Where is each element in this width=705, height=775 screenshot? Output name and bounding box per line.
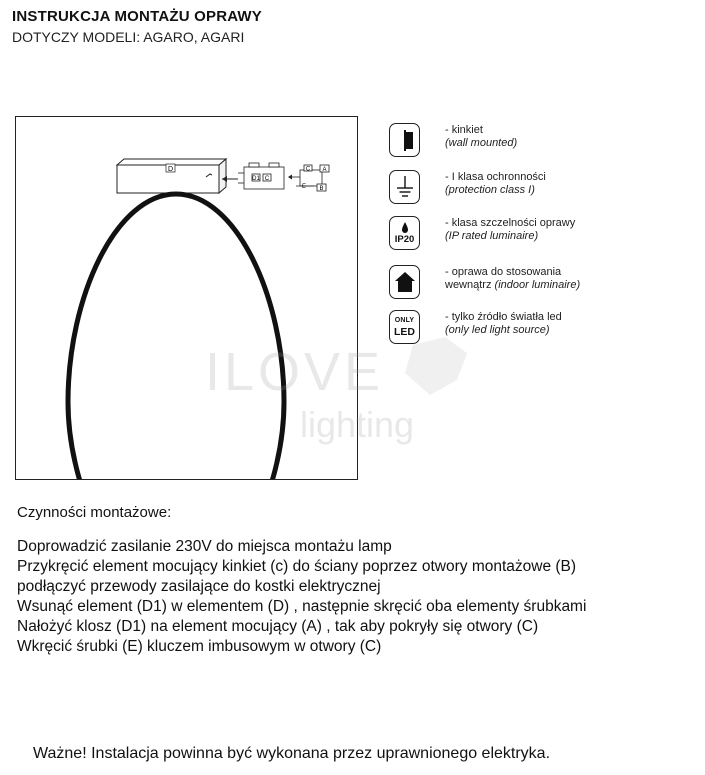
legend-pl: - klasa szczelności oprawy — [445, 217, 576, 229]
instructions-list — [17, 537, 586, 657]
document-subtitle: DOTYCZY MODELI: AGARO, AGARI — [12, 29, 245, 45]
label-c-bracket: C — [305, 166, 311, 173]
legend-en: (indoor luminaire) — [494, 279, 581, 291]
wall-mounted-icon — [389, 123, 420, 157]
label-c: C — [264, 176, 270, 182]
legend-pl: - tylko źródło światła led — [445, 311, 562, 323]
led-label: LED — [394, 326, 415, 338]
legend-en: (only led light source) — [445, 324, 550, 336]
label-d: D — [167, 166, 174, 173]
instruction-step: Wkręcić śrubki (E) kluczem imbusowym w otwory (C) — [17, 638, 382, 655]
only-label: ONLY — [394, 317, 415, 324]
only-led-icon — [389, 310, 420, 344]
ip20-label: IP20 — [394, 234, 415, 245]
legend-pl: - oprawa do stosowania — [445, 266, 562, 278]
instruction-step: podłączyć przewody zasilające do kostki elektrycznej — [17, 578, 381, 595]
label-a: A — [322, 167, 327, 173]
label-d1: D1 — [252, 176, 260, 182]
document-title: INSTRUKCJA MONTAŻU OPRAWY — [12, 8, 262, 25]
legend-en: (wall mounted) — [445, 137, 518, 149]
watermark-text-bottom: lighting — [300, 404, 415, 445]
label-e: E — [302, 184, 307, 190]
ip20-icon — [389, 216, 420, 250]
legend-en: (IP rated luminaire) — [445, 230, 539, 242]
instruction-step: Wsunąć element (D1) w elementem (D) , następnie skręcić oba elementy śrubkami — [17, 598, 587, 615]
connector-block — [238, 163, 284, 189]
legend-en: (protection class I) — [445, 184, 535, 196]
label-b: B — [319, 186, 324, 192]
instruction-step: Nałożyć klosz (D1) na element mocujący (A) , tak aby pokryły się otwory (C) — [17, 618, 539, 635]
legend-pl: - I klasa ochronności — [445, 171, 546, 183]
legend-pl: - kinkiet — [445, 124, 483, 136]
indoor-icon — [389, 265, 420, 299]
instruction-step: Przykręcić element mocujący kinkiet (c) do ściany poprzez otwory montażowe (B) — [17, 558, 577, 575]
protection-class-icon — [389, 170, 420, 204]
safety-warning: Ważne! Instalacja powinna być wykonana przez uprawnionego elektryka. — [33, 745, 551, 762]
legend-pl-2: wewnątrz — [445, 279, 492, 291]
watermark-logo — [205, 325, 485, 455]
instruction-step: Doprowadzić zasilanie 230V do miejsca montażu lamp — [17, 538, 392, 555]
instructions-heading: Czynności montażowe: — [17, 504, 172, 521]
watermark-text-top: ILOVE — [205, 342, 385, 402]
